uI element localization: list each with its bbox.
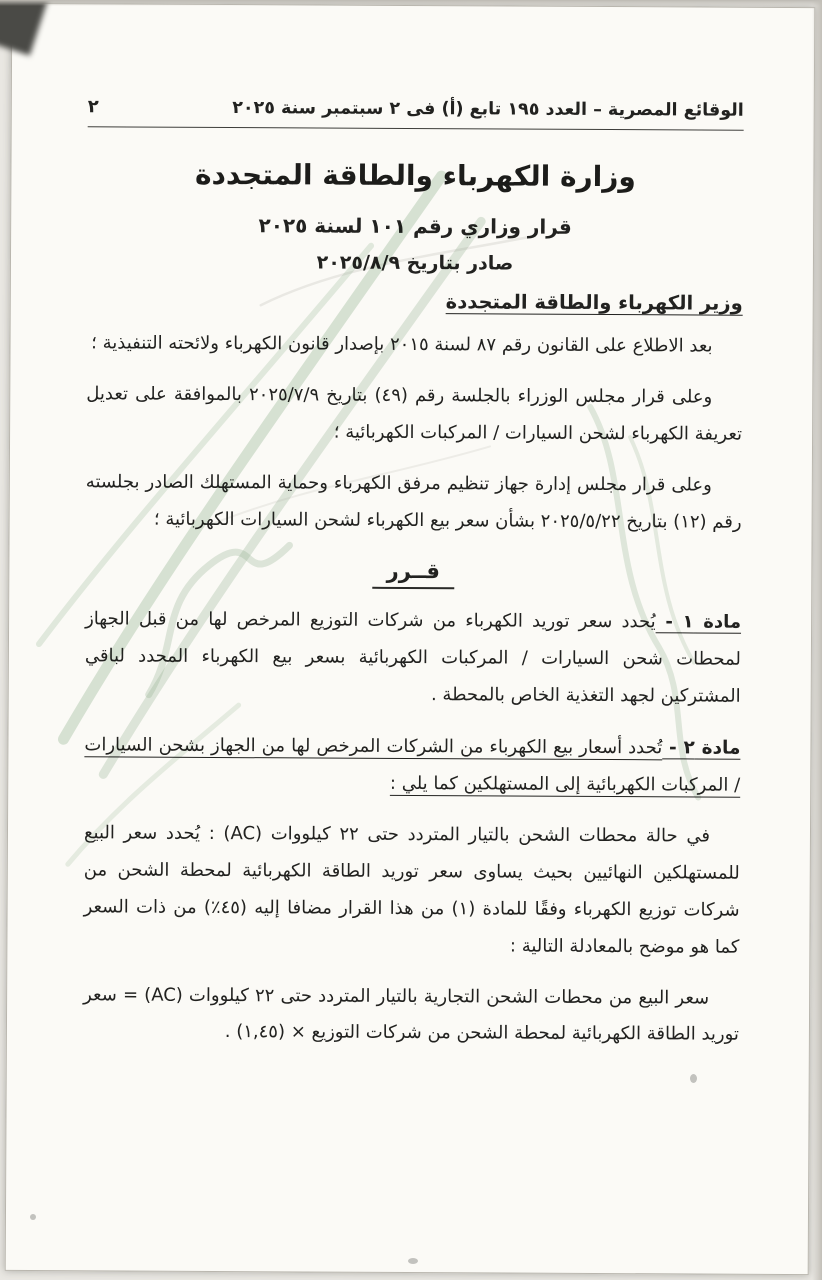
decision-heading-wrap xyxy=(85,558,741,591)
running-header xyxy=(88,96,744,130)
minister-heading: وزير الكهرباء والطاقة المتجددة xyxy=(445,290,743,315)
decree-title: قرار وزاري رقم ١٠١ لسنة ٢٠٢٥ xyxy=(258,213,572,239)
scan-artifact-speck xyxy=(690,1074,697,1083)
page-content xyxy=(7,4,814,1054)
decision-heading: قــرر xyxy=(373,559,454,589)
clause-ac-pricing: في حالة محطات الشحن بالتيار المتردد حتى ٢٢ كيلووات (AC) : يُحدد سعر البيع للمستهلكين النهائيين بحيث يساوى سعر توريد الطاقة الكهربائية لمحطة الشحن من شركات توزيع الكهرباء وفقًا للمادة (١) من هذا القرار مضافا إليه (٤٥٪) من ذات السعر كما هو موضح بالمعادلة التالية : xyxy=(83,822,740,958)
clause-ac-formula: سعر البيع من محطات الشحن التجارية بالتيار المتردد حتى ٢٢ كيلووات (AC) = سعر توريد الطاقة الكهربائية لمحطة الشحن من شركات التوزيع × (١,٤٥) . xyxy=(83,983,739,1046)
article-1-text: يُحدد سعر توريد الكهرباء من شركات التوزيع المرخص لها من قبل الجهاز لمحطات شحن السيارات / المركبات الكهربائية بسعر بيع الكهرباء المحدد لباقي المشتركين لجهد التغذية الخاص بالمحطة . xyxy=(84,608,741,707)
scan-artifact-speck xyxy=(408,1258,418,1264)
article-1-label: مادة ١ - xyxy=(655,611,742,634)
scan-artifact-edge xyxy=(0,0,822,6)
ministry-title: وزارة الكهرباء والطاقة المتجددة xyxy=(194,157,636,194)
preamble-paragraph: وعلى قرار مجلس الوزراء بالجلسة رقم (٤٩) بتاريخ ٢٠٢٥/٧/٩ بالموافقة على تعديل تعريفة الكهرباء لشحن السيارات / المركبات الكهربائية ؛ xyxy=(86,383,743,445)
article-1 xyxy=(85,602,742,716)
running-header-title: الوقائع المصرية – العدد ١٩٥ تابع (أ) فى ٢ سبتمبر سنة ٢٠٢٥ xyxy=(232,98,744,121)
article-2-text: تُحدد أسعار بيع الكهرباء من الشركات المرخص لها من الجهاز بشحن السيارات / المركبات الكهربائية إلى المستهلكين كما يلي : xyxy=(84,734,741,796)
scan-artifact-edge xyxy=(812,0,822,1280)
paper-sheet xyxy=(5,3,816,1275)
preamble-paragraph: وعلى قرار مجلس إدارة جهاز تنظيم مرفق الكهرباء وحماية المستهلك الصادر بجلسته رقم (١٢) بتاريخ ٢٠٢٥/٥/٢٢ بشأن سعر بيع الكهرباء لشحن السيارات الكهربائية ؛ xyxy=(85,470,742,533)
article-2 xyxy=(84,726,740,804)
preamble-paragraph: بعد الاطلاع على القانون رقم ٨٧ لسنة ٢٠١٥ بإصدار قانون الكهرباء ولائحته التنفيذية ؛ xyxy=(91,332,713,357)
article-2-label: مادة ٢ - xyxy=(662,737,741,759)
page-number: ٢ xyxy=(87,96,99,118)
issue-date-line: صادر بتاريخ ٢٠٢٥/٨/٩ xyxy=(316,251,514,275)
scan-artifact-speck xyxy=(30,1214,36,1220)
